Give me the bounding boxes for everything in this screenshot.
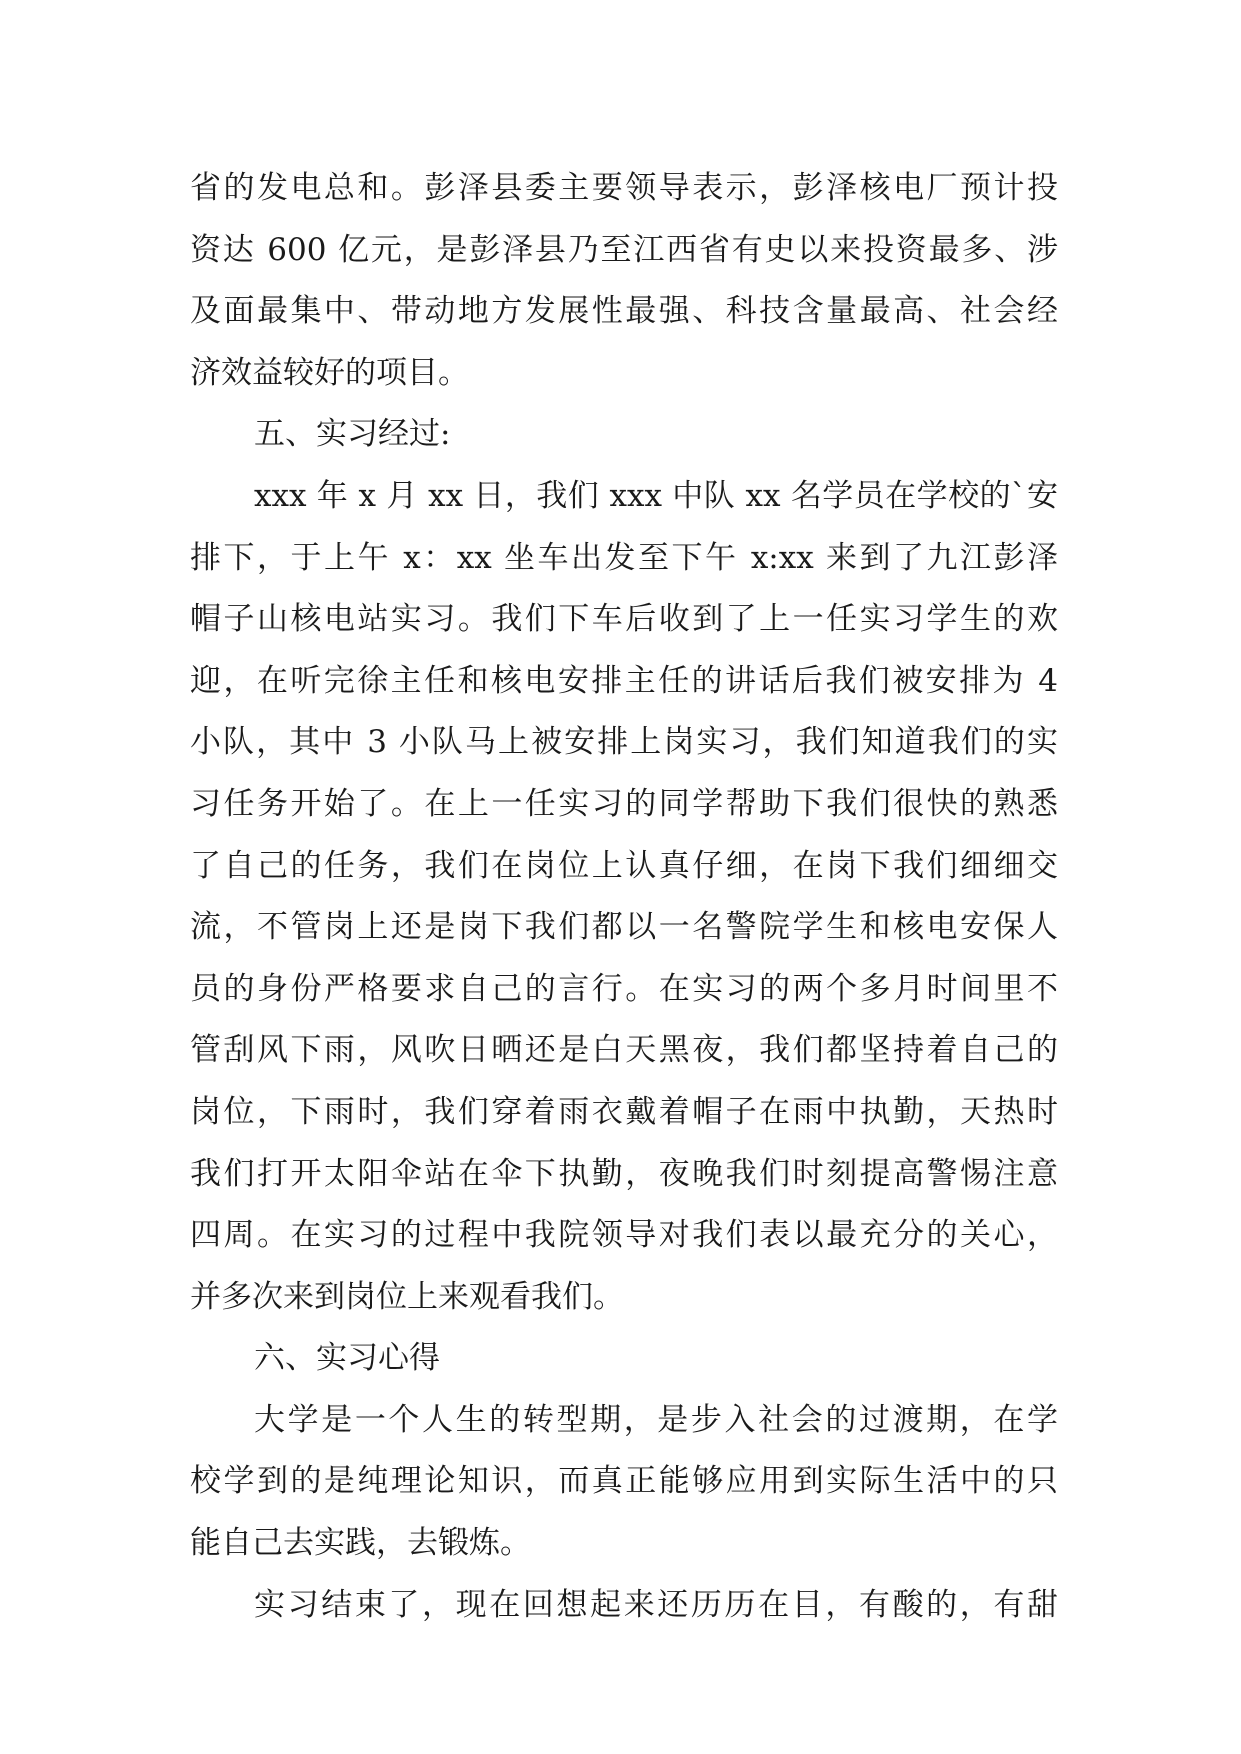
text-line: 能自己去实践，去锻炼。 (190, 1525, 531, 1562)
text-line: 省的发电总和。彭泽县委主要领导表示，彭泽核电厂预计投 (190, 170, 1058, 206)
text-line: 了自己的任务，我们在岗位上认真仔细，在岗下我们细细交 (190, 847, 1058, 884)
text-line: 小队，其中 3 小队马上被安排上岗实习，我们知道我们的实 (190, 724, 1058, 761)
text-line: 及面最集中、带动地方发展性最强、科技含量最高、社会经 (190, 293, 1058, 330)
text-line: 我们打开太阳伞站在伞下执勤，夜晚我们时刻提高警惕注意 (190, 1155, 1058, 1192)
text-line: 迎，在听完徐主任和核电安排主任的讲话后我们被安排为 4 (190, 662, 1058, 699)
text-line: 习任务开始了。在上一任实习的同学帮助下我们很快的熟悉 (190, 785, 1058, 822)
section-heading-internship-reflections: 六、实习心得 (254, 1340, 440, 1377)
text-line: 资达 600 亿元，是彭泽县乃至江西省有史以来投资最多、涉 (190, 231, 1058, 268)
text-line: 实习结束了，现在回想起来还历历在目，有酸的，有甜 (254, 1586, 1058, 1623)
text-line: 管刮风下雨，风吹日晒还是白天黑夜，我们都坚持着自己的 (190, 1032, 1058, 1069)
text-line: 排下，于上午 x：xx 坐车出发至下午 x:xx 来到了九江彭泽 (190, 539, 1058, 576)
text-line: 济效益较好的项目。 (190, 354, 469, 391)
text-line: 大学是一个人生的转型期，是步入社会的过渡期，在学 (254, 1401, 1058, 1438)
text-line: xxx 年 x 月 xx 日，我们 xxx 中队 xx 名学员在学校的`安 (254, 477, 1058, 514)
text-line: 校学到的是纯理论知识，而真正能够应用到实际生活中的只 (190, 1463, 1058, 1500)
text-line: 员的身份严格要求自己的言行。在实习的两个多月时间里不 (190, 970, 1058, 1007)
text-line: 岗位，下雨时，我们穿着雨衣戴着帽子在雨中执勤，天热时 (190, 1093, 1058, 1130)
text-line: 帽子山核电站实习。我们下车后收到了上一任实习学生的欢 (190, 601, 1058, 638)
document-body (190, 158, 1058, 1636)
text-line: 流，不管岗上还是岗下我们都以一名警院学生和核电安保人 (190, 909, 1058, 946)
text-line: 并多次来到岗位上来观看我们。 (190, 1278, 624, 1315)
section-heading-internship-process: 五、实习经过: (254, 416, 451, 453)
text-line: 四周。在实习的过程中我院领导对我们表以最充分的关心， (190, 1217, 1058, 1254)
